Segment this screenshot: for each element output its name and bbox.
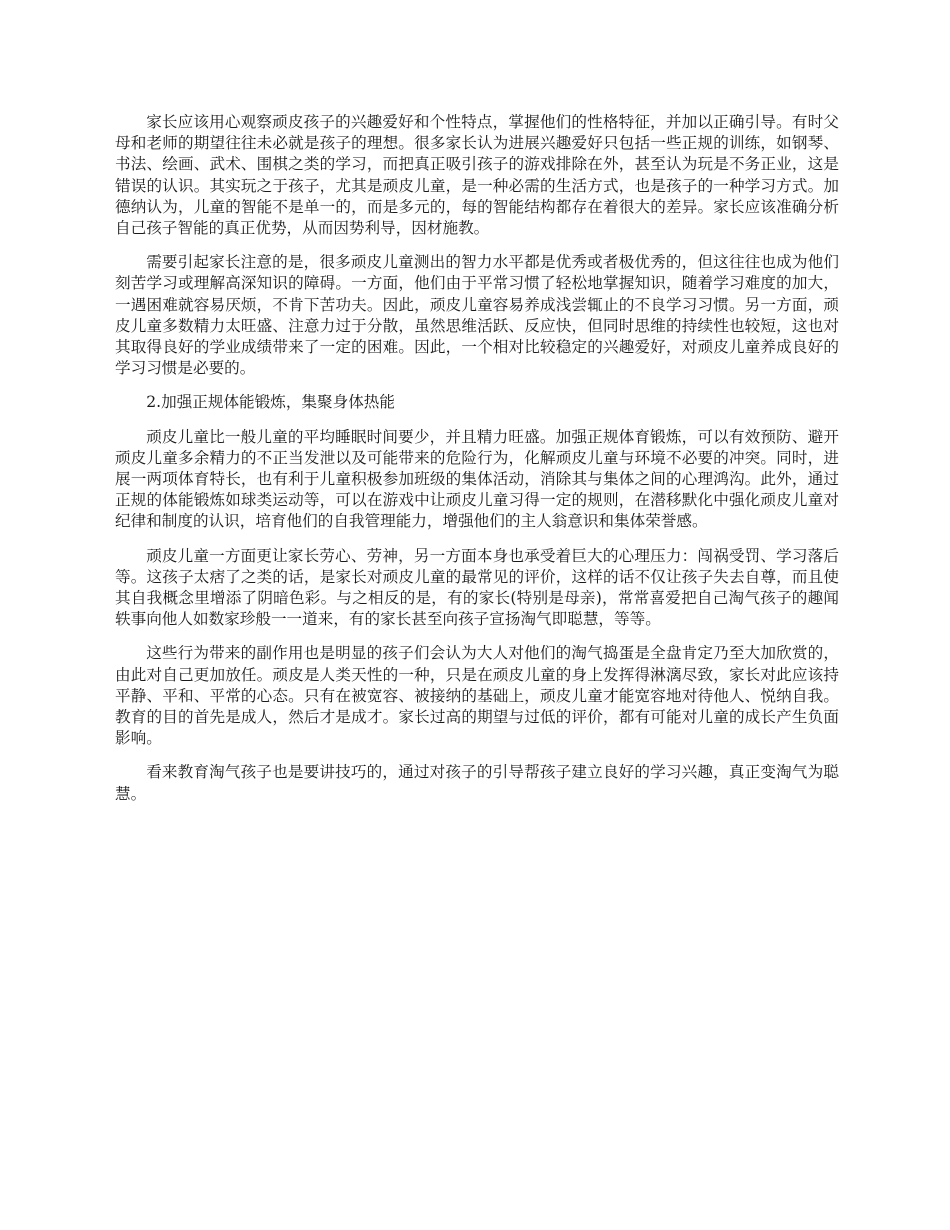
paragraph-2: 需要引起家长注意的是，很多顽皮儿童测出的智力水平都是优秀或者极优秀的，但这往往也成为他们刻苦学习或理解高深知识的障碍。一方面，他们由于平常习惯了轻松地掌握知识，随着学习难度的加大，一遇困难就容易厌烦，不肯下苦功夫。因此，顽皮儿童容易养成浅尝辄止的不良学习习惯。另一方面，顽皮儿童多数精力太旺盛、注意力过于分散，虽然思维活跃、反应快，但同时思维的持续性也较短，这也对其取得良好的学业成绩带来了一定的困难。因此，一个相对比较稳定的兴趣爱好，对顽皮儿童养成良好的学习习惯是必要的。 <box>115 253 839 378</box>
paragraph-6: 看来教育淘气孩子也是要讲技巧的，通过对孩子的引导帮孩子建立良好的学习兴趣，真正变淘气为聪慧。 <box>115 763 839 803</box>
paragraph-3: 顽皮儿童比一般儿童的平均睡眠时间要少，并且精力旺盛。加强正规体育锻炼，可以有效预防、避开顽皮儿童多余精力的不正当发泄以及可能带来的危险行为，化解顽皮儿童与环境不必要的冲突。同时，进展一两项体育特长，也有利于儿童积极参加班级的集体活动，消除其与集体之间的心理鸿沟。此外，通过正规的体能锻炼如球类运动等，可以在游戏中让顽皮儿童习得一定的规则，在潜移默化中强化顽皮儿童对纪律和制度的认识，培育他们的自我管理能力，增强他们的主人翁意识和集体荣誉感。 <box>115 427 839 531</box>
section-heading: 2.加强正规体能锻炼，集聚身体热能 <box>146 393 395 412</box>
paragraph-1: 家长应该用心观察顽皮孩子的兴趣爱好和个性特点，掌握他们的性格特征，并加以正确引导。有时父母和老师的期望往往未必就是孩子的理想。很多家长认为进展兴趣爱好只包括一些正规的训练，如钢琴、书法、绘画、武术、围棋之类的学习，而把真正吸引孩子的游戏排除在外，甚至认为玩是不务正业，这是错误的认识。其实玩之于孩子，尤其是顽皮儿童，是一种必需的生活方式，也是孩子的一种学习方式。加德纳认为，儿童的智能不是单一的，而是多元的，每的智能结构都存在着很大的差异。家长应该准确分析自己孩子智能的真正优势，从而因势利导，因材施教。 <box>115 113 839 238</box>
document-body <box>115 112 839 818</box>
paragraph-4: 顽皮儿童一方面更让家长劳心、劳神，另一方面本身也承受着巨大的心理压力：闯祸受罚、学习落后等。这孩子太痞了之类的话，是家长对顽皮儿童的最常见的评价，这样的话不仅让孩子失去自尊，而且使其自我概念里增添了阴暗色彩。与之相反的是，有的家长(特别是母亲)，常常喜爱把自己淘气孩子的趣闻轶事向他人如数家珍般一一道来，有的家长甚至向孩子宣扬淘气即聪慧，等等。 <box>115 546 839 629</box>
paragraph-5: 这些行为带来的副作用也是明显的孩子们会认为大人对他们的淘气捣蛋是全盘肯定乃至大加欣赏的，由此对自己更加放任。顽皮是人类天性的一种，只是在顽皮儿童的身上发挥得淋漓尽致，家长对此应该持平静、平和、平常的心态。只有在被宽容、被接纳的基础上，顽皮儿童才能宽容地对待他人、悦纳自我。教育的目的首先是成人，然后才是成才。家长过高的期望与过低的评价，都有可能对儿童的成长产生负面影响。 <box>115 644 839 748</box>
